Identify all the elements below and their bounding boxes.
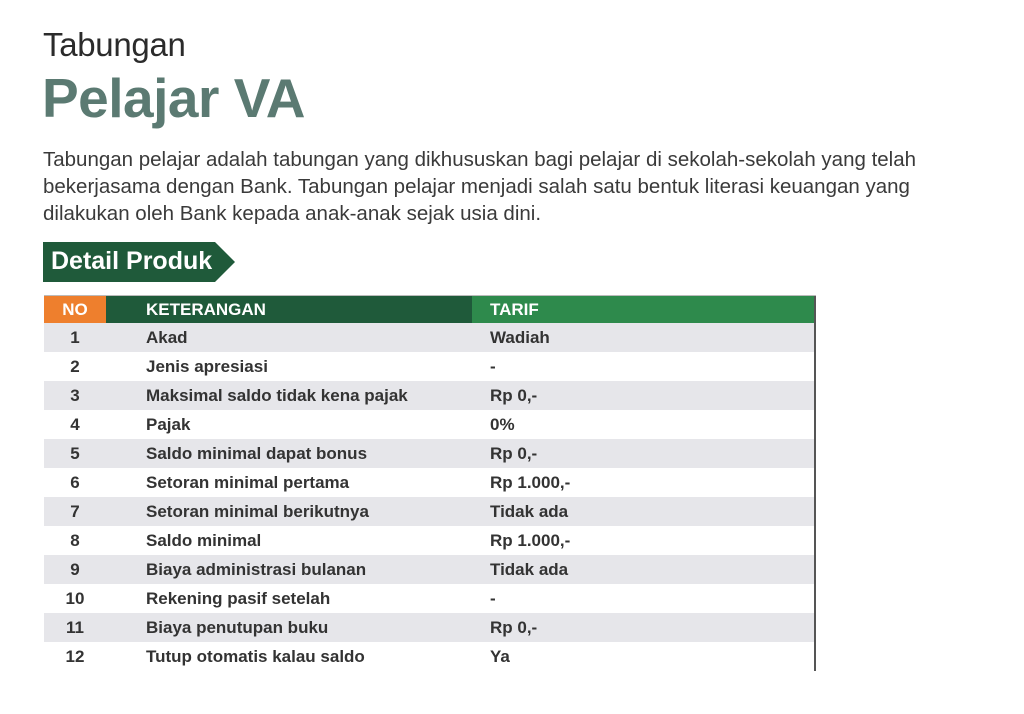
row-tarif: 0% xyxy=(490,414,515,434)
row-keterangan: Biaya penutupan buku xyxy=(106,613,472,642)
row-keterangan: Saldo minimal dapat bonus xyxy=(106,439,472,468)
table-row xyxy=(44,526,815,555)
row-number: 5 xyxy=(44,439,106,468)
table-row xyxy=(44,323,815,352)
row-tarif: - xyxy=(490,356,496,376)
row-number: 2 xyxy=(70,356,80,376)
row-tarif: Rp 0,- xyxy=(472,613,815,642)
table-row xyxy=(44,642,815,671)
row-keterangan: Biaya administrasi bulanan xyxy=(106,555,472,584)
table-row xyxy=(44,497,815,526)
row-tarif: Rp 0,- xyxy=(472,381,815,410)
row-number: 12 xyxy=(65,646,85,666)
row-keterangan: Setoran minimal pertama xyxy=(146,472,350,492)
column-header-keterangan: KETERANGAN xyxy=(106,296,472,323)
row-number: 11 xyxy=(44,613,106,642)
row-number: 3 xyxy=(44,381,106,410)
page-subtitle: Tabungan xyxy=(43,26,186,63)
row-keterangan: Setoran minimal berikutnya xyxy=(106,497,472,526)
row-number: 7 xyxy=(44,497,106,526)
table-row xyxy=(44,439,815,468)
table-row xyxy=(44,410,815,439)
row-tarif: Rp 1.000,- xyxy=(490,530,571,550)
row-number: 10 xyxy=(65,588,85,608)
row-tarif: Rp 0,- xyxy=(472,439,815,468)
row-tarif: Rp 1.000,- xyxy=(490,472,571,492)
row-number: 1 xyxy=(44,323,106,352)
row-keterangan: Maksimal saldo tidak kena pajak xyxy=(106,381,472,410)
column-header-no: NO xyxy=(44,296,106,323)
row-tarif: Ya xyxy=(490,646,510,666)
product-description: Tabungan pelajar adalah tabungan yang dikhususkan bagi pelajar di sekolah-sekolah yang telah bekerjasama dengan Bank. Tabungan pelajar menjadi salah satu bentuk literasi keuangan yang dilakukan oleh Bank kepada anak-anak sejak usia dini. xyxy=(43,148,917,225)
row-tarif: Tidak ada xyxy=(472,497,815,526)
table-row xyxy=(44,381,815,410)
table-row xyxy=(44,468,815,497)
section-banner-detail-produk xyxy=(43,242,235,282)
row-keterangan: Saldo minimal xyxy=(146,530,262,550)
row-tarif: - xyxy=(490,588,496,608)
row-number: 6 xyxy=(70,472,80,492)
table-header-row xyxy=(44,296,815,323)
column-header-tarif: TARIF xyxy=(472,296,815,323)
row-keterangan: Pajak xyxy=(146,414,191,434)
table-row xyxy=(44,352,815,381)
row-tarif: Wadiah xyxy=(472,323,815,352)
row-keterangan: Akad xyxy=(106,323,472,352)
row-keterangan: Jenis apresiasi xyxy=(146,356,268,376)
product-detail-table xyxy=(44,296,816,671)
row-keterangan: Rekening pasif setelah xyxy=(146,588,331,608)
row-tarif: Tidak ada xyxy=(472,555,815,584)
row-number: 9 xyxy=(44,555,106,584)
page-title: Pelajar VA xyxy=(42,67,306,129)
row-number: 4 xyxy=(70,414,80,434)
section-title: Detail Produk xyxy=(51,247,213,275)
banner-arrow-icon xyxy=(215,242,235,282)
row-number: 8 xyxy=(70,530,80,550)
table-row xyxy=(44,584,815,613)
row-keterangan: Tutup otomatis kalau saldo xyxy=(146,646,365,666)
table-row xyxy=(44,613,815,642)
table-row xyxy=(44,555,815,584)
